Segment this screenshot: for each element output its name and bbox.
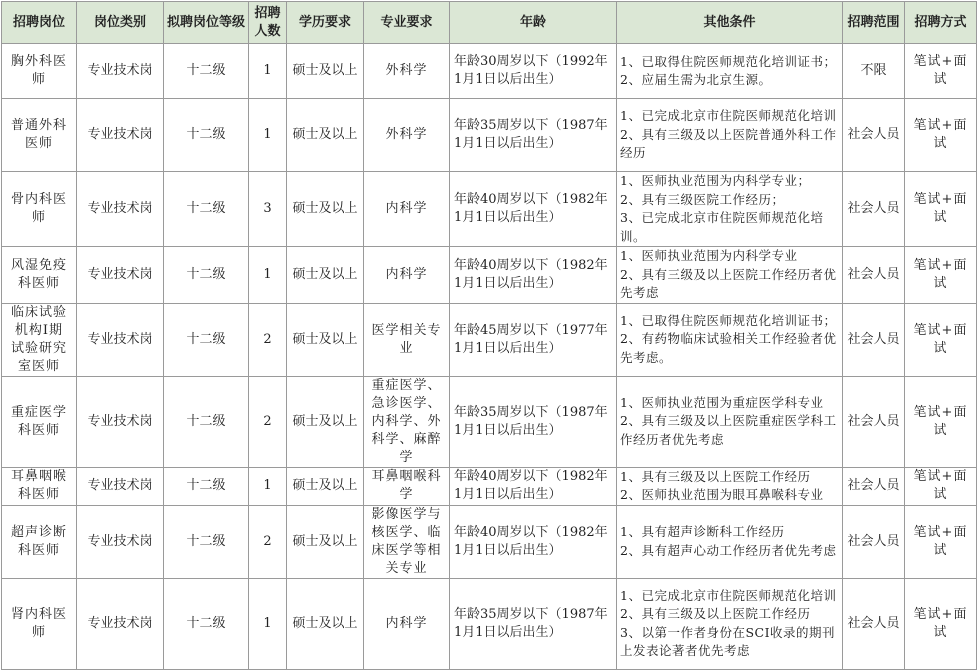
age-cell: 年龄40周岁以下（1982年1月1日以后出生） — [450, 505, 617, 578]
age-cell: 年龄40周岁以下（1982年1月1日以后出生） — [450, 247, 617, 304]
age-cell: 年龄45周岁以下（1977年1月1日以后出生） — [450, 303, 617, 376]
condition-line: 2、具有超声心动工作经历者优先考虑 — [620, 542, 837, 558]
count-cell: 2 — [249, 376, 287, 467]
count-cell: 1 — [249, 99, 287, 172]
grade-cell: 十二级 — [164, 172, 249, 247]
method-cell: 笔试+面试 — [905, 99, 977, 172]
position-cell: 风湿免疫科医师 — [2, 247, 77, 304]
condition-line: 1、医师执业范围为重症医学科专业 — [620, 394, 824, 410]
category-cell: 专业技术岗 — [77, 99, 164, 172]
condition-line: 2、具有三级及以上医院工作经历者优先考虑 — [620, 266, 837, 300]
other-conditions-cell — [617, 247, 843, 304]
header-major: 专业要求 — [364, 2, 450, 44]
scope-cell: 社会人员 — [843, 467, 905, 505]
category-cell: 专业技术岗 — [77, 247, 164, 304]
method-cell: 笔试+面试 — [905, 172, 977, 247]
position-cell: 临床试验机构I期试验研究室医师 — [2, 303, 77, 376]
condition-line: 2、有药物临床试验相关工作经验者优先考虑。 — [620, 331, 837, 365]
major-cell: 内科学 — [364, 172, 450, 247]
education-cell: 硕士及以上 — [287, 376, 364, 467]
condition-line: 3、已完成北京市住院医师规范化培训。 — [620, 210, 824, 244]
category-cell: 专业技术岗 — [77, 376, 164, 467]
table-row — [2, 303, 977, 376]
scope-cell: 不限 — [843, 44, 905, 99]
method-cell: 笔试+面试 — [905, 467, 977, 505]
other-conditions-cell — [617, 578, 843, 669]
count-cell: 1 — [249, 578, 287, 669]
count-cell: 2 — [249, 303, 287, 376]
condition-line: 2、医师执业范围为眼耳鼻喉科专业 — [620, 487, 824, 502]
condition-line: 1、已取得住院医师规范化培训证书； — [620, 312, 837, 328]
header-age: 年龄 — [450, 2, 617, 44]
grade-cell: 十二级 — [164, 376, 249, 467]
grade-cell: 十二级 — [164, 44, 249, 99]
grade-cell: 十二级 — [164, 467, 249, 505]
position-cell: 骨内科医师 — [2, 172, 77, 247]
position-cell: 重症医学科医师 — [2, 376, 77, 467]
recruitment-table — [1, 1, 977, 670]
table-row — [2, 467, 977, 505]
table-row — [2, 376, 977, 467]
education-cell: 硕士及以上 — [287, 247, 364, 304]
header-position: 招聘岗位 — [2, 2, 77, 44]
age-cell: 年龄40周岁以下（1982年1月1日以后出生） — [450, 172, 617, 247]
count-cell: 3 — [249, 172, 287, 247]
other-conditions-cell — [617, 505, 843, 578]
condition-line: 1、医师执业范围为内科学专业； — [620, 173, 811, 188]
condition-line: 2、具有三级及以上医院工作经历 — [620, 606, 811, 621]
position-cell: 耳鼻咽喉科医师 — [2, 467, 77, 505]
condition-line: 1、具有超声诊断科工作经历 — [620, 524, 785, 539]
table-row — [2, 247, 977, 304]
major-cell: 外科学 — [364, 99, 450, 172]
method-cell: 笔试+面试 — [905, 578, 977, 669]
education-cell: 硕士及以上 — [287, 44, 364, 99]
age-cell: 年龄35周岁以下（1987年1月1日以后出生） — [450, 376, 617, 467]
category-cell: 专业技术岗 — [77, 44, 164, 99]
header-education: 学历要求 — [287, 2, 364, 44]
table-row — [2, 44, 977, 99]
condition-line: 1、已完成北京市住院医师规范化培训 — [620, 108, 837, 124]
grade-cell: 十二级 — [164, 247, 249, 304]
other-conditions-cell — [617, 99, 843, 172]
position-cell: 普通外科医师 — [2, 99, 77, 172]
count-cell: 1 — [249, 247, 287, 304]
condition-line: 1、医师执业范围为内科学专业 — [620, 248, 798, 263]
table-row — [2, 99, 977, 172]
table-body — [2, 44, 977, 670]
grade-cell: 十二级 — [164, 303, 249, 376]
major-cell: 内科学 — [364, 578, 450, 669]
category-cell: 专业技术岗 — [77, 467, 164, 505]
scope-cell: 社会人员 — [843, 376, 905, 467]
major-cell: 医学相关专业 — [364, 303, 450, 376]
education-cell: 硕士及以上 — [287, 505, 364, 578]
other-conditions-cell — [617, 467, 843, 505]
table-row — [2, 505, 977, 578]
position-cell: 肾内科医师 — [2, 578, 77, 669]
scope-cell: 社会人员 — [843, 578, 905, 669]
method-cell: 笔试+面试 — [905, 44, 977, 99]
scope-cell: 社会人员 — [843, 172, 905, 247]
age-cell: 年龄30周岁以下（1992年1月1日以后出生） — [450, 44, 617, 99]
condition-line: 1、已完成北京市住院医师规范化培训 — [620, 587, 837, 603]
scope-cell: 社会人员 — [843, 303, 905, 376]
education-cell: 硕士及以上 — [287, 99, 364, 172]
age-cell: 年龄35周岁以下（1987年1月1日以后出生） — [450, 99, 617, 172]
header-other-conditions: 其他条件 — [617, 2, 843, 44]
category-cell: 专业技术岗 — [77, 505, 164, 578]
condition-line: 1、已取得住院医师规范化培训证书； — [620, 53, 837, 69]
major-cell: 内科学 — [364, 247, 450, 304]
count-cell: 1 — [249, 44, 287, 99]
scope-cell: 社会人员 — [843, 505, 905, 578]
scope-cell: 社会人员 — [843, 247, 905, 304]
age-cell: 年龄35周岁以下（1987年1月1日以后出生） — [450, 578, 617, 669]
category-cell: 专业技术岗 — [77, 303, 164, 376]
position-cell: 超声诊断科医师 — [2, 505, 77, 578]
other-conditions-cell — [617, 172, 843, 247]
table-row — [2, 578, 977, 669]
education-cell: 硕士及以上 — [287, 303, 364, 376]
condition-line: 1、具有三级及以上医院工作经历 — [620, 468, 811, 484]
count-cell: 1 — [249, 467, 287, 505]
other-conditions-cell — [617, 303, 843, 376]
major-cell: 耳鼻咽喉科学 — [364, 467, 450, 505]
major-cell: 外科学 — [364, 44, 450, 99]
education-cell: 硕士及以上 — [287, 578, 364, 669]
scope-cell: 社会人员 — [843, 99, 905, 172]
header-method: 招聘方式 — [905, 2, 977, 44]
grade-cell: 十二级 — [164, 578, 249, 669]
condition-line: 2、具有三级及以上医院重症医学科工作经历者优先考虑 — [620, 413, 837, 447]
condition-line: 2、具有三级及以上医院普通外科工作经历 — [620, 126, 837, 161]
method-cell: 笔试+面试 — [905, 376, 977, 467]
method-cell: 笔试+面试 — [905, 505, 977, 578]
count-cell: 2 — [249, 505, 287, 578]
other-conditions-cell — [617, 376, 843, 467]
education-cell: 硕士及以上 — [287, 172, 364, 247]
condition-line: 3、以第一作者身份在SCI收录的期刊上发表论著者优先考虑 — [620, 624, 836, 658]
condition-line: 2、应届生需为北京生源。 — [620, 72, 772, 87]
grade-cell: 十二级 — [164, 505, 249, 578]
education-cell: 硕士及以上 — [287, 467, 364, 505]
table-row — [2, 172, 977, 247]
position-cell: 胸外科医师 — [2, 44, 77, 99]
major-cell: 重症医学、急诊医学、内科学、外科学、麻醉学 — [364, 376, 450, 467]
grade-cell: 十二级 — [164, 99, 249, 172]
other-conditions-cell — [617, 44, 843, 99]
method-cell: 笔试+面试 — [905, 247, 977, 304]
header-count: 招聘人数 — [249, 2, 287, 44]
header-scope: 招聘范围 — [843, 2, 905, 44]
header-row — [2, 2, 977, 44]
header-category: 岗位类别 — [77, 2, 164, 44]
method-cell: 笔试+面试 — [905, 303, 977, 376]
header-grade: 拟聘岗位等级 — [164, 2, 249, 44]
condition-line: 2、具有三级医院工作经历； — [620, 191, 785, 207]
age-cell: 年龄40周岁以下（1982年1月1日以后出生） — [450, 467, 617, 505]
major-cell: 影像医学与核医学、临床医学等相关专业 — [364, 505, 450, 578]
category-cell: 专业技术岗 — [77, 172, 164, 247]
category-cell: 专业技术岗 — [77, 578, 164, 669]
